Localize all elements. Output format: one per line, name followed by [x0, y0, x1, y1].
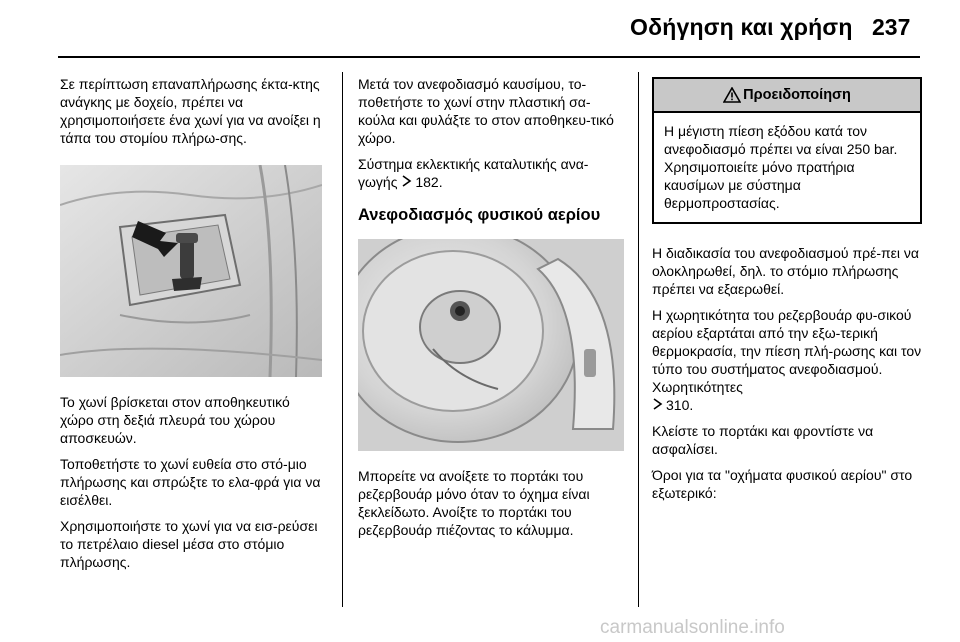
tank-capacity-text: Η χωρητικότητα του ρεζερβουάρ φυ-σικού αερίου εξαρτάται από την εξω-τερική θερμοκρασία, την πίεση πλή-ρωσης και τον τύπο του συστήματος ανεφοδιασμού. Χωρητικότητες	[652, 307, 922, 395]
warning-text: Η μέγιστη πίεση εξόδου κατά τον ανεφοδιασμό πρέπει να είναι 250 bar. Χρησιμοποιείτε μόνο πρατήρια καυσίμων με σύστημα θερμοπροστασίας.	[664, 123, 898, 211]
page-number: 237	[872, 14, 911, 40]
column-divider-2	[638, 72, 639, 607]
column-3	[652, 77, 922, 510]
column-1	[60, 75, 325, 579]
paragraph-funnel-location: Το χωνί βρίσκεται στον αποθηκευτικό χώρο στη δεξιά πλευρά του χώρου αποσκευών.	[60, 394, 290, 446]
warning-triangle-icon	[723, 87, 741, 103]
paragraph-tank-capacity	[652, 306, 922, 414]
paragraph-abroad-conditions: Όροι για τα "οχήματα φυσικού αερίου" στο εξωτερικό:	[652, 467, 913, 501]
fuel-flap-illustration	[358, 239, 624, 451]
warning-title: Προειδοποίηση	[743, 87, 851, 103]
paragraph-use-funnel: Χρησιμοποιήστε το χωνί για να εισ-ρεύσει το πετρέλαιο diesel μέσα στο στόμιο πλήρωσης.	[60, 518, 318, 570]
paragraph-close-flap: Κλείστε το πορτάκι και φροντίστε να ασφαλίσει.	[652, 423, 874, 457]
tank-capacity-page[interactable]: 310.	[666, 397, 694, 413]
header-rule	[58, 56, 920, 58]
watermark: carmanualsonline.info	[600, 617, 785, 638]
warning-box	[652, 77, 922, 224]
column-divider-1	[342, 72, 343, 607]
section-heading-natural-gas: Ανεφοδιασμός φυσικού αερίου	[358, 206, 601, 224]
scr-reference-text: Σύστημα εκλεκτικής καταλυτικής ανα-γωγής	[358, 156, 589, 190]
paragraph-after-refuel: Μετά τον ανεφοδιασμό καυσίμου, το-ποθετήστε το χωνί στην πλαστική σα-κούλα και φυλάξτε το στον αποθηκευ-τικό χώρο.	[358, 76, 614, 146]
column-2	[358, 75, 624, 547]
figure-fuel-flap	[358, 239, 624, 451]
page-header-title: Οδήγηση και χρήση	[630, 14, 853, 40]
scr-reference-page[interactable]: 182.	[415, 174, 443, 190]
funnel-storage-illustration	[60, 165, 322, 377]
paragraph-emergency-refill: Σε περίπτωση επαναπλήρωσης έκτα-κτης ανάγκης με δοχείο, πρέπει να χρησιμοποιήσετε ένα χωνί για να ανοίξει η τάπα του στομίου πλήρω-σης.	[60, 76, 321, 146]
paragraph-refuel-complete: Η διαδικασία του ανεφοδιασμού πρέ-πει να ολοκληρωθεί, δηλ. το στόμιο πλήρωσης πρέπει να εξαερωθεί.	[652, 245, 919, 297]
paragraph-scr-reference	[358, 155, 624, 191]
cross-reference-arrow-icon	[652, 398, 663, 410]
warning-header	[654, 79, 920, 113]
paragraph-insert-funnel: Τοποθετήστε το χωνί ευθεία στο στό-μιο πλήρωσης και σπρώξτε το ελα-φρά για να εισέλθει.	[60, 456, 321, 508]
paragraph-open-fuel-flap: Μπορείτε να ανοίξετε το πορτάκι του ρεζερβουάρ μόνο όταν το όχημα είναι ξεκλείδωτο. Ανοίξτε το πορτάκι του ρεζερβουάρ πιέζοντας το κάλυμμα.	[358, 468, 590, 538]
figure-funnel-storage	[60, 165, 322, 377]
cross-reference-arrow-icon	[401, 175, 412, 187]
